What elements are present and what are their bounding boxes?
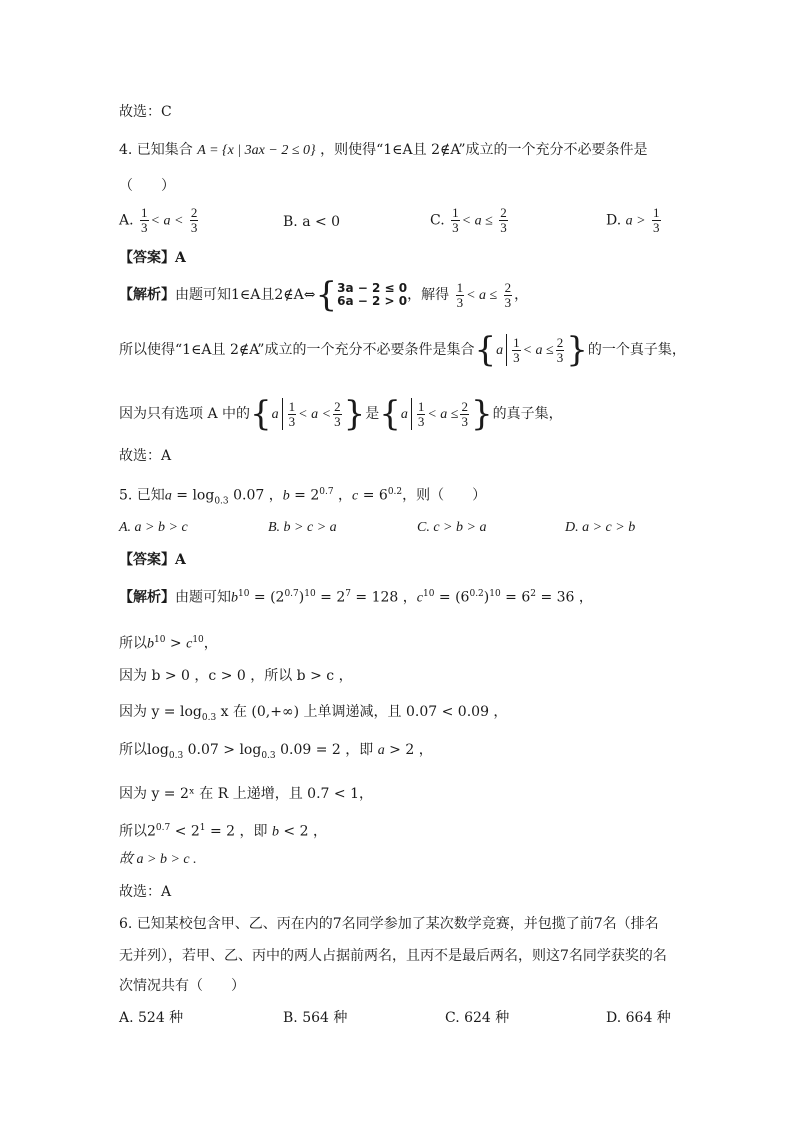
fraction: $\frac{1}{3}$ <box>653 205 660 235</box>
q6-option-c: C. 624 种 <box>445 1010 510 1026</box>
q6-option-a: A. 524 种 <box>119 1010 184 1026</box>
text: 所以 <box>119 823 147 840</box>
q5-explanation-2: 所以$b^{10} > c^{10}$， <box>119 635 218 652</box>
text: 因为只有选项 A 中的 <box>119 406 251 422</box>
q5-option-d: D. a > c > b <box>565 520 636 535</box>
q6-stem-line-1: 6. 已知某校包含甲、乙、丙在内的7名同学参加了某次数学竞赛，并包揽了前7名（排名 <box>119 916 659 932</box>
fraction: $\frac{1}{3}$ <box>417 398 425 429</box>
text: 的真子集， <box>492 406 563 422</box>
q4-option-d: D. a > $\frac{1}{3}$ <box>606 205 660 235</box>
explanation-label: 【解析】 <box>119 287 175 303</box>
text: 因为 y = log <box>119 704 202 720</box>
text: ，解得 <box>407 287 450 303</box>
text: 是 <box>365 406 380 422</box>
q5-option-c: C. c > b > a <box>417 520 487 535</box>
option-label: D. <box>606 212 622 229</box>
fraction: $\frac{2}{3}$ <box>461 398 468 429</box>
q5-stem: 5. 已知$a = \log_{0.3} 0.07$ ，$b = 2^{0.7}$ ，$c = 6^{0.2}$，则（ ） <box>119 487 487 507</box>
fraction: $\frac{2}{3}$ <box>556 334 564 365</box>
q4-explanation-1: 【解析】由题可知1∈A且2∉A⇔{ 3a − 2 ≤ 0 6a − 2 > 0 ，解得 $\frac{1}{3}$ < a ≤ $\frac{2}{3}$ ， <box>119 275 529 315</box>
q4-stem-prefix: 4. 已知集合 <box>119 142 193 158</box>
text: 由题可知1∈A且2∉A⇔ <box>175 287 316 303</box>
q4-option-b: B. a < 0 <box>283 214 341 230</box>
q5-explanation-1: 【解析】由题可知$b^{10} = (2^{0.7})^{10} = 2^7 = 128$ ，$c^{10} = (6^{0.2})^{10} = 6^2 = 36$ ， <box>119 589 593 606</box>
q5-option-b: B. b > c > a <box>268 520 337 535</box>
text: 由题可知 <box>175 589 231 606</box>
fraction: $\frac{2}{3}$ <box>190 205 198 235</box>
text: ，则（ ） <box>402 487 487 504</box>
fraction: $\frac{1}{3}$ <box>513 334 520 365</box>
q4-option-a: A. $\frac{1}{3}$ < a < $\frac{2}{3}$ <box>119 205 198 235</box>
text: 所以 <box>119 635 147 652</box>
q4-explanation-3: 因为只有选项 A 中的{a $\frac{1}{3}$ < a < $\frac{2}{3}$ }是{a $\frac{1}{3}$ < a ≤ $\frac{2}{3}$ }的真子集， <box>119 394 563 434</box>
fraction: $\frac{1}{3}$ <box>452 205 459 235</box>
q6-stem-line-2: 无并列），若甲、乙、丙中的两人占据前两名，且丙不是最后两名，则这7名同学获奖的名 <box>119 948 667 964</box>
q4-stem <box>119 140 648 161</box>
q4-stem-suffix: ，则使得“1∈A且 2∉A”成立的一个充分不必要条件是 <box>320 142 648 158</box>
q5-conclusion: 故选：A <box>119 884 172 900</box>
text: 5. 已知 <box>119 487 165 504</box>
q4-conclusion: 故选：A <box>119 448 172 464</box>
explanation-label: 【解析】 <box>119 589 175 606</box>
q5-explanation-3: 因为 b > 0 ，c > 0 ，所以 b > c ， <box>119 668 353 684</box>
q4-set-definition: A = {x | 3ax − 2 ≤ 0} <box>197 143 316 158</box>
q4-option-c: C. $\frac{1}{3}$ < a ≤ $\frac{2}{3}$ <box>430 205 507 235</box>
q5-option-a: A. a > b > c <box>119 520 188 535</box>
fraction: $\frac{1}{3}$ <box>288 398 296 429</box>
fraction: $\frac{1}{3}$ <box>141 205 148 235</box>
option-label: C. <box>430 212 445 229</box>
text: 的一个真子集， <box>587 342 686 358</box>
option-label: A. <box>119 212 134 229</box>
fraction: $\frac{1}{3}$ <box>456 279 464 310</box>
q6-stem-line-3: 次情况共有（ ） <box>119 978 245 994</box>
q5-explanation-4: 因为 $y = \log_{0.3} x$ 在 (0,+∞) 上单调递减，且 0.07 < 0.09 ， <box>119 704 508 723</box>
q4-paren: （ ） <box>119 178 175 194</box>
q5-explanation-6: 因为 y = 2ˣ 在 R 上递增，且 0.7 < 1， <box>119 786 373 802</box>
q4-explanation-2: 所以使得“1∈A且 2∉A”成立的一个充分不必要条件是集合{a $\frac{1}{3}$ < a ≤ $\frac{2}{3}$ }的一个真子集， <box>119 330 686 370</box>
q5-answer: 【答案】A <box>119 552 186 568</box>
q6-option-d: D. 664 种 <box>606 1010 671 1026</box>
fraction: $\frac{2}{3}$ <box>500 205 507 235</box>
q5-explanation-5: 所以$\log_{0.3} 0.07 > \log_{0.3} 0.09 = 2$ ，即 a > 2 ， <box>119 742 433 761</box>
text: x 在 (0,+∞) 上单调递减，且 0.07 < 0.09 ， <box>216 704 508 720</box>
q3-conclusion: 故选：C <box>119 104 172 120</box>
fraction: $\frac{2}{3}$ <box>334 398 341 429</box>
q5-explanation-8: 故 a > b > c . <box>119 852 197 867</box>
q5-explanation-7: 所以$2^{0.7} < 2^1 = 2$ ，即 b < 2 ， <box>119 823 327 840</box>
q6-option-b: B. 564 种 <box>283 1010 348 1026</box>
text: 所以使得“1∈A且 2∉A”成立的一个充分不必要条件是集合 <box>119 342 475 358</box>
inequality-system: 3a − 2 ≤ 0 6a − 2 > 0 <box>337 281 408 308</box>
fraction: $\frac{2}{3}$ <box>504 279 512 310</box>
q4-answer: 【答案】A <box>119 250 186 266</box>
text: 所以 <box>119 742 147 758</box>
